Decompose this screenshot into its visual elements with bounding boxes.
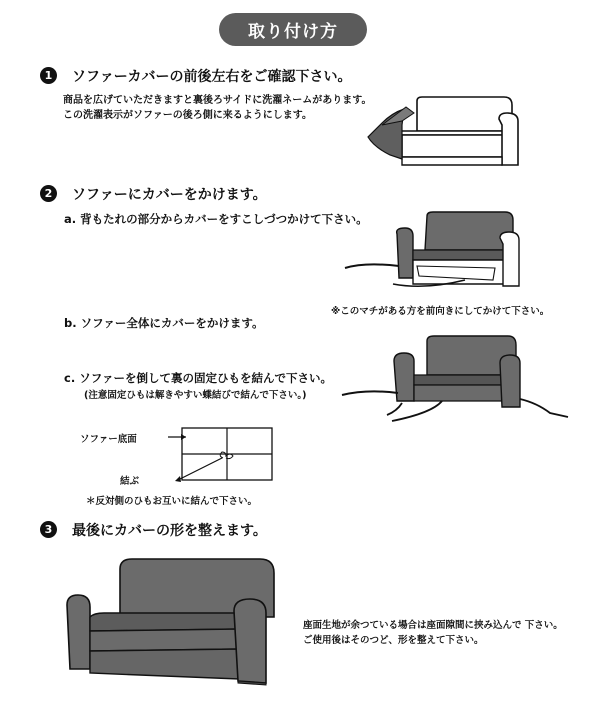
step-2a-text: a. 背もたれの部分からカバーをすこしづつかけて下さい。 — [64, 212, 368, 226]
sofa-full-cover-ties-illustration — [342, 333, 572, 428]
step-1-text-line1: 商品を広げていただきますと裏後ろサイドに洗濯ネームがあります。 — [63, 95, 372, 106]
step-1-number: 1 — [40, 67, 57, 84]
step-3-number: 3 — [40, 521, 57, 538]
diagram-note: ＊反対側のひもお互いに結んで下さい。 — [86, 496, 258, 507]
step-2-heading: ソファーにカバーをかけます。 — [72, 187, 267, 203]
step-1-text-line2: この洗濯表示がソファーの後ろ側に来るようにします。 — [63, 110, 312, 121]
sofa-partial-cover-illustration — [345, 210, 525, 290]
step-3-heading: 最後にカバーの形を整えます。 — [72, 523, 267, 539]
step-1-heading: ソファーカバーの前後左右をご確認下さい。 — [72, 69, 352, 85]
sofa-finished-illustration — [64, 555, 289, 687]
step-2c-text-line1: c. ソファーを倒して裏の固定ひもを結んで下さい。 — [64, 371, 332, 385]
step-2b-text: b. ソファー全体にカバーをかけます。 — [64, 316, 264, 330]
step-2c-text-line2: (注意固定ひもは解きやすい蝶結びで結んで下さい。) — [84, 390, 307, 401]
step-2-number: 2 — [40, 185, 57, 202]
step-3-text-line1: 座面生地が余つている場合は座面隙間に挟み込んで 下さい。 — [303, 620, 563, 631]
diagram-label-sofa-bottom: ソファー底面 — [80, 434, 137, 445]
diagram-label-tie: 結ぶ — [120, 476, 140, 487]
step-3-text-line2: ご使用後はそのつど、形を整えて下さい。 — [303, 635, 484, 646]
sofa-with-cover-illustration — [362, 95, 522, 175]
page-title: 取り付け方 — [219, 13, 367, 46]
step-2a-note: ※このマチがある方を前向きにしてかけて下さい。 — [331, 306, 550, 317]
